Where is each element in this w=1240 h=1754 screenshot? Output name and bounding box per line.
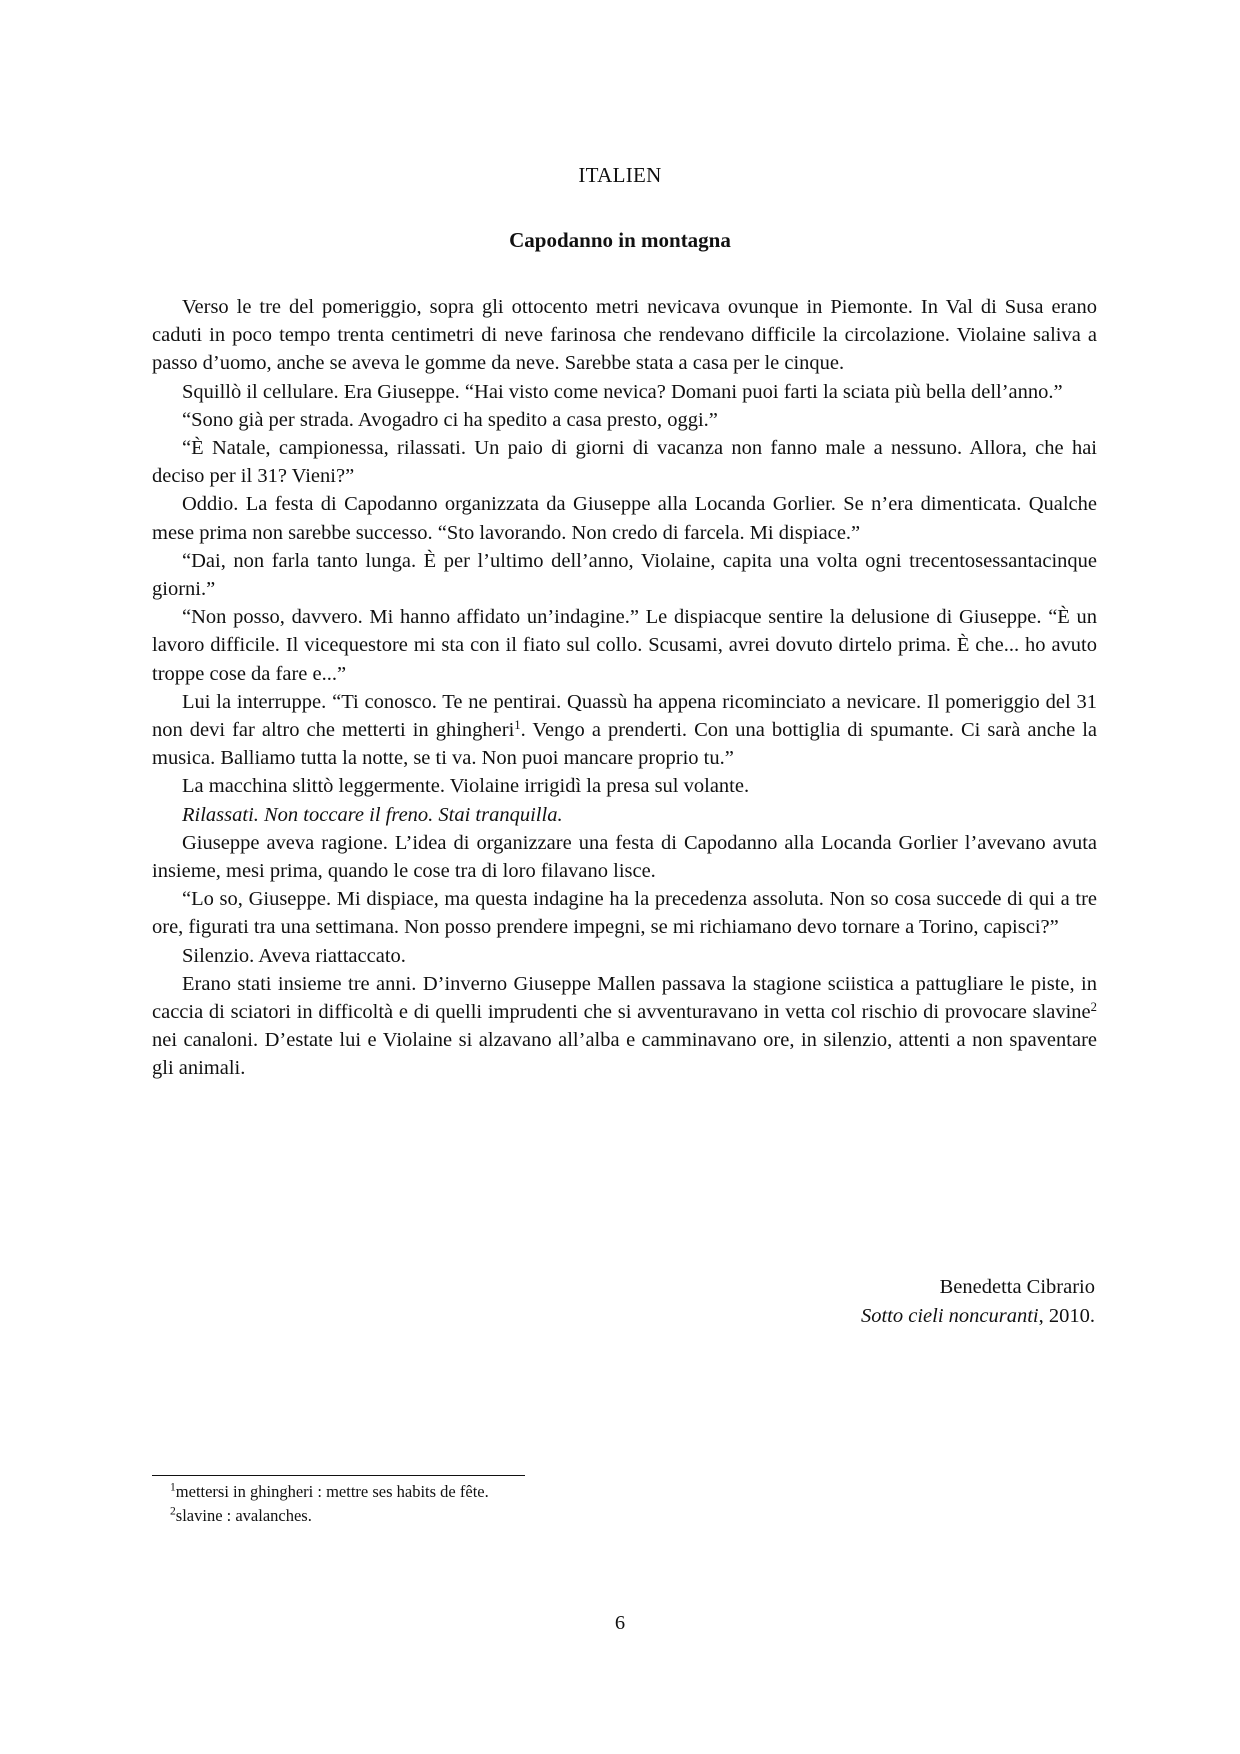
source-line xyxy=(861,1302,1095,1331)
footnote-divider xyxy=(152,1475,525,1476)
footnote-ref-1: 1 xyxy=(514,718,521,733)
paragraph-11: Giuseppe aveva ragione. L’idea di organizzare una festa di Capodanno alla Locanda Gorlier l’avevano avuta insieme, mesi prima, quando le cose tra di loro filavano lisce. xyxy=(152,831,1097,883)
footnote-2-text: slavine : avalanches. xyxy=(175,1506,312,1525)
paragraph-12: “Lo so, Giuseppe. Mi dispiace, ma questa indagine ha la precedenza assoluta. Non so cosa succede di qui a tre ore, figurati tra una settimana. Non posso prendere impegni, se mi richiamano devo tornare a Torino, capisci?” xyxy=(152,888,1097,939)
paragraph-1: Verso le tre del pomeriggio, sopra gli ottocento metri nevicava ovunque in Piemonte. In Val di Susa erano caduti in poco tempo trenta centimetri di neve farinosa che rendevano difficile la circolazione. Violaine saliva a passo d’uomo, anche se aveva le gomme da neve. Sarebbe stata a casa per le cinque. xyxy=(152,296,1097,375)
paragraph-8-text-b: . Vengo a prenderti. Con una bottiglia di spumante. Ci sarà anche la musica. Balliamo tutta la notte, se ti va. Non puoi mancare proprio tu.” xyxy=(152,719,1097,770)
paragraph-14-text-a: Erano stati insieme tre anni. D’inverno Giuseppe Mallen passava la stagione sciistica a pattugliare le piste, in caccia di sciatori in difficoltà e di quelli imprudenti che si avventuravano in vetta col rischio di provocare slavine xyxy=(152,972,1097,1024)
paragraph-14-text-b: nei canaloni. D’estate lui e Violaine si alzavano all’alba e camminavano ore, in silenzio, attenti a non spaventare gli animali. xyxy=(152,1029,1097,1080)
story-text xyxy=(152,293,1097,1083)
footnote-ref-2: 2 xyxy=(1090,1000,1097,1015)
work-title: Sotto cieli noncuranti xyxy=(860,1304,1039,1327)
paragraph-2: Squillò il cellulare. Era Giuseppe. “Hai visto come nevica? Domani puoi farti la sciata più bella dell’anno.” xyxy=(182,380,1063,403)
footnotes xyxy=(170,1480,489,1528)
paragraph-14 xyxy=(152,970,1097,1083)
author-name: Benedetta Cibrario xyxy=(939,1276,1095,1298)
paragraph-4: “È Natale, campionessa, rilassati. Un paio di giorni di vacanza non fanno male a nessuno. Allora, che hai deciso per il 31? Vieni?” xyxy=(152,437,1097,488)
paragraph-5: Oddio. La festa di Capodanno organizzata da Giuseppe alla Locanda Gorlier. Se n’era dimenticata. Qualche mese prima non sarebbe successo. “Sto lavorando. Non credo di farcela. Mi dispiace.” xyxy=(152,493,1097,544)
paragraph-10-thought: Rilassati. Non toccare il freno. Stai tranquilla. xyxy=(182,803,563,826)
footnote-1-mark: 1 xyxy=(170,1481,176,1494)
publication-year: , 2010. xyxy=(1038,1304,1095,1327)
paragraph-3: “Sono già per strada. Avogadro ci ha spedito a casa presto, oggi.” xyxy=(182,408,718,431)
footnote-1-text: mettersi in ghingheri : mettre ses habits de fête. xyxy=(175,1482,489,1501)
paragraph-13: Silenzio. Aveva riattaccato. xyxy=(182,944,406,967)
paragraph-6: “Dai, non farla tanto lunga. È per l’ultimo dell’anno, Violaine, capita una volta ogni trecentosessantacinque giorni.” xyxy=(152,549,1097,601)
footnote-2-mark: 2 xyxy=(170,1505,176,1518)
footnote-1 xyxy=(170,1480,489,1504)
paragraph-9: La macchina slittò leggermente. Violaine irrigidì la presa sul volante. xyxy=(182,775,750,798)
paragraph-8-text-a: Lui la interruppe. “Ti conosco. Te ne pentirai. Quassù ha appena ricominciato a nevicare. Il pomeriggio del 31 non devi far altro che metterti in ghingheri xyxy=(152,690,1097,742)
attribution xyxy=(861,1273,1095,1330)
page-title: Capodanno in montagna xyxy=(509,228,731,252)
paragraph-8 xyxy=(152,688,1097,773)
section-header: ITALIEN xyxy=(578,163,662,187)
page-number: 6 xyxy=(614,1612,626,1634)
paragraph-7: “Non posso, davvero. Mi hanno affidato un’indagine.” Le dispiacque sentire la delusione di Giuseppe. “È un lavoro difficile. Il vicequestore mi sta con il fiato sul collo. Scusami, avrei dovuto dirtelo prima. È che... ho avuto troppe cose da fare e...” xyxy=(152,606,1097,685)
footnote-2 xyxy=(170,1504,489,1528)
